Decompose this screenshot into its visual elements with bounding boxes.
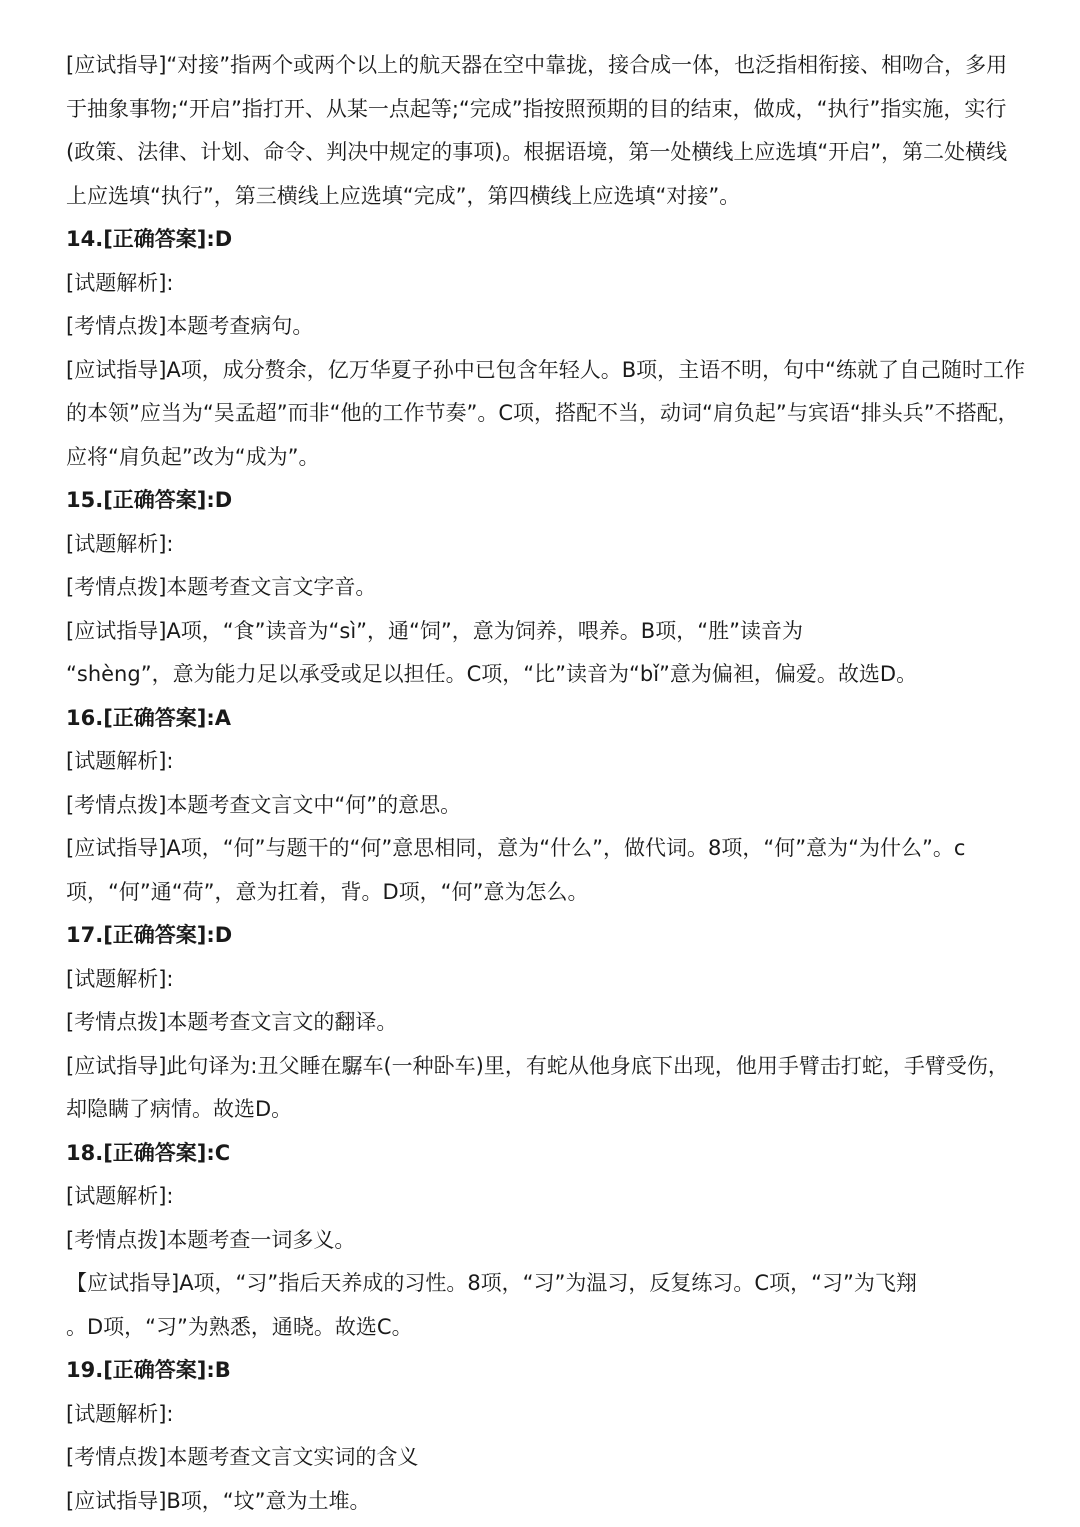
q19-point-text: [考情点拨]本题考查文言文实词的含义 [66, 1445, 419, 1469]
q16-answer-heading: 16.[正确答案]:A [66, 705, 232, 730]
q18-guide-text-line2: 。D项，“习”为熟悉，通晓。故选C。 [66, 1314, 413, 1339]
q14-analysis-label: [试题解析]: [66, 270, 174, 295]
q15-point-text: [考情点拨]本题考查文言文字音。 [66, 575, 377, 599]
q17-analysis-label: [试题解析]: [66, 966, 174, 991]
answer-key-document [66, 44, 1026, 1523]
q15-answer-heading: 15.[正确答案]:D [66, 488, 233, 512]
q16-point-text: [考情点拨]本题考查文言文中“何”的意思。 [66, 792, 462, 817]
q17-guide-text: [应试指导]此句译为:丑父睡在驏车(一种卧车)里，有蛇从他身底下出现，他用手臂击打蛇，手臂受伤，却隐瞒了病情。故选D。 [66, 1053, 1009, 1121]
q15-analysis-label: [试题解析]: [66, 531, 174, 556]
q13-guide-text: [应试指导]“对接”指两个或两个以上的航天器在空中靠拢，接合成一体，也泛指相衔接、相吻合，多用于抽象事物;“开启”指打开、从某一点起等;“完成”指按照预期的目的结束，做成，“执行”指实施，实行(政策、法律、计划、命令、判决中规定的事项)。根据语境，第一处横线上应选填“开启”，第二处横线上应选填“执行”，第三横线上应选填“完成”，第四横线上应选填“对接”。 [66, 53, 1008, 208]
q14-point-text: [考情点拨]本题考查病句。 [66, 314, 314, 338]
q17-point-text: [考情点拨]本题考查文言文的翻译。 [66, 1010, 398, 1034]
q16-analysis-label: [试题解析]: [66, 749, 174, 773]
q18-point-text: [考情点拨]本题考查一词多义。 [66, 1227, 356, 1252]
q17-answer-heading: 17.[正确答案]:D [66, 923, 233, 947]
q15-guide-text-line2: “shèng”，意为能力足以承受或足以担任。C项，“比”读音为“bǐ”意为偏袒，偏爱。故选D。 [66, 662, 918, 686]
q19-guide-text: [应试指导]B项，“坟”意为土堆。 [66, 1488, 371, 1513]
q14-guide-text: [应试指导]A项，成分赘余，亿万华夏子孙中已包含年轻人。B项，主语不明，句中“练就了自己随时工作的本领”应当为“吴孟超”而非“他的工作节奏”。C项，搭配不当，动词“肩负起”与宾语“排头兵”不搭配，应将“肩负起”改为“成为”。 [66, 357, 1026, 469]
q14-answer-heading: 14.[正确答案]:D [66, 227, 233, 251]
q18-answer-heading: 18.[正确答案]:C [66, 1140, 231, 1165]
q18-analysis-label: [试题解析]: [66, 1184, 174, 1208]
q18-guide-text-line1: 【应试指导]A项，“习”指后天养成的习性。8项，“习”为温习，反复练习。C项，“习”为飞翔 [66, 1271, 917, 1295]
q19-answer-heading: 19.[正确答案]:B [66, 1358, 231, 1382]
q16-guide-text: [应试指导]A项，“何”与题干的“何”意思相同，意为“什么”，做代词。8项，“何”意为“为什么”。c项，“何”通“荷”，意为扛着，背。D项，“何”意为怎么。 [66, 836, 966, 904]
q19-analysis-label: [试题解析]: [66, 1401, 174, 1426]
q15-guide-text-line1: [应试指导]A项，“食”读音为“sì”，通“饲”，意为饲养，喂养。B项，“胜”读音为 [66, 618, 803, 643]
